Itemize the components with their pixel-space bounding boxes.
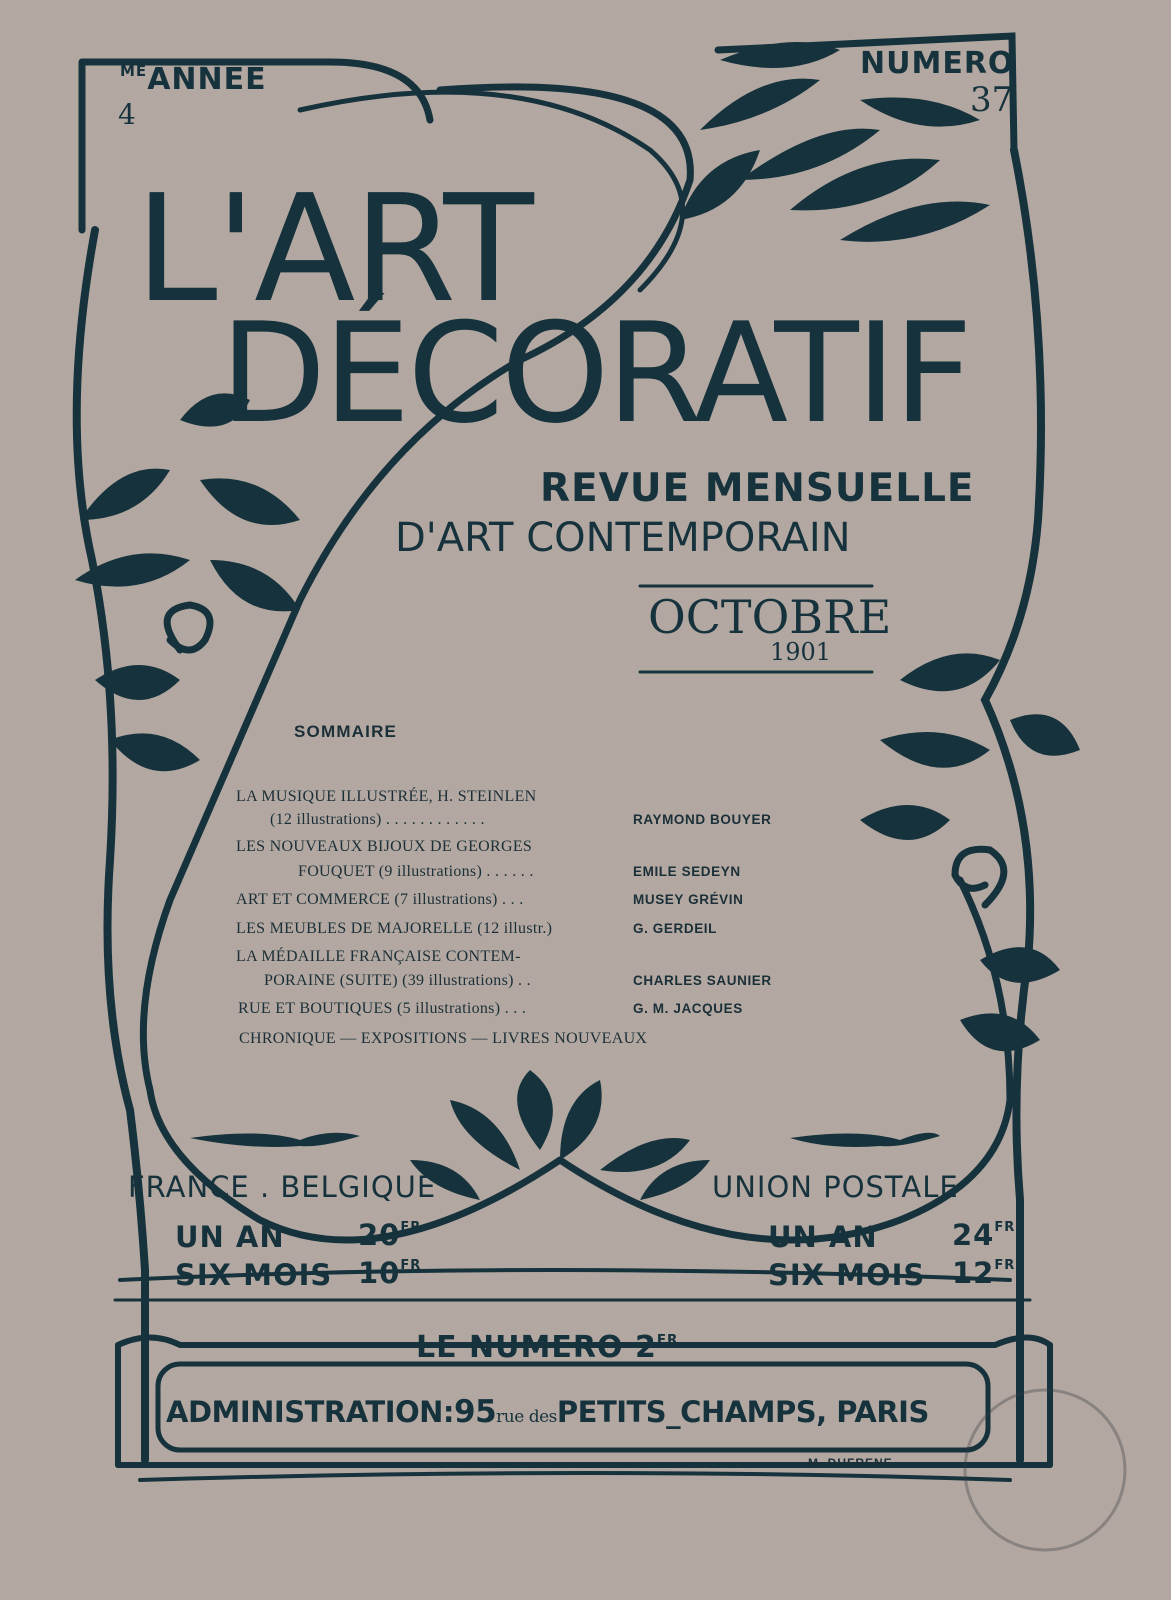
sub-left-half-price: $10^{FR}$ [358,1256,422,1290]
sub-right-half-label: SIX MOIS [768,1258,926,1292]
sub-left-year-price: $20^{FR}$ [358,1218,422,1252]
address-label: ADMINISTRATION: [166,1395,455,1429]
address-line [166,1394,929,1430]
toc-footer-line: CHRONIQUE — EXPOSITIONS — LIVRES NOUVEAUX [239,1030,648,1047]
annee-number: 4 [118,98,136,131]
library-stamp [965,1390,1125,1550]
sub-right-year-label: UN AN [768,1220,878,1254]
sub-left-year-label: UN AN [175,1220,285,1254]
annee-label [120,62,267,97]
toc-entry-5-author: CHARLES SAUNIER [633,973,772,988]
toc-entry-1-line1: LA MUSIQUE ILLUSTRÉE, H. STEINLEN [236,788,537,805]
region-right: UNION POSTALE [712,1170,959,1204]
single-issue-price [416,1330,678,1365]
numero-value: 37 [970,80,1014,120]
toc-entry-5-line2: PORAINE (SUITE) (39 illustrations) . . [264,972,531,989]
toc-entry-6-author: G. M. JACQUES [633,1001,743,1016]
price-unit: FR [656,1332,679,1348]
price-label: LE NUMERO [416,1330,624,1365]
toc-entry-4-author: G. GERDEIL [633,921,718,936]
toc-entry-3-line1: ART ET COMMERCE (7 illustrations) . . . [236,891,524,908]
toc-entry-2-line2: FOUQUET (9 illustrations) . . . . . . [298,863,534,880]
sub-right-half-price: $12^{FR}$ [952,1256,1016,1290]
subtitle-line1: REVUE MENSUELLE [540,466,975,511]
annee-word: ANNEE [147,62,267,97]
toc-entry-3-author: MUSEY GRÉVIN [633,892,744,907]
numero-label: NUMERO [860,46,1015,81]
region-left: FRANCE . BELGIQUE [128,1170,437,1204]
sub-left-half-label: SIX MOIS [175,1258,333,1292]
toc-entry-2-line1: LES NOUVEAUX BIJOUX DE GEORGES [236,838,533,855]
toc-entry-6-line1: RUE ET BOUTIQUES (5 illustrations) . . . [238,1000,527,1017]
sub-right-year-price: $24^{FR}$ [952,1218,1016,1252]
artist-signature: M. DUFRENE [808,1456,893,1470]
toc-entry-5-line1: LA MÉDAILLE FRANÇAISE CONTEM- [236,948,521,965]
title-line1: L'ART [135,163,532,335]
issue-month: OCTOBRE [648,590,892,644]
toc-entry-2-author: EMILE SEDEYN [633,864,741,879]
annee-superscript: ME [120,62,148,80]
price-value: 2 [634,1330,657,1365]
toc-entry-4-line1: LES MEUBLES DE MAJORELLE (12 illustr.) [236,920,553,937]
subtitle-line2: D'ART CONTEMPORAIN [395,515,851,561]
issue-year: 1901 [770,638,832,666]
sommaire-heading: SOMMAIRE [294,722,398,741]
address-street: PETITS_CHAMPS, PARIS [556,1395,929,1429]
title-line2: DÉCORATIF [220,293,970,454]
address-number: 95 [454,1394,497,1430]
toc-entry-1-line2: (12 illustrations) . . . . . . . . . . . . [270,811,485,828]
address-rue: rue des [496,1407,557,1427]
toc-entry-1-author: RAYMOND BOUYER [633,812,772,827]
